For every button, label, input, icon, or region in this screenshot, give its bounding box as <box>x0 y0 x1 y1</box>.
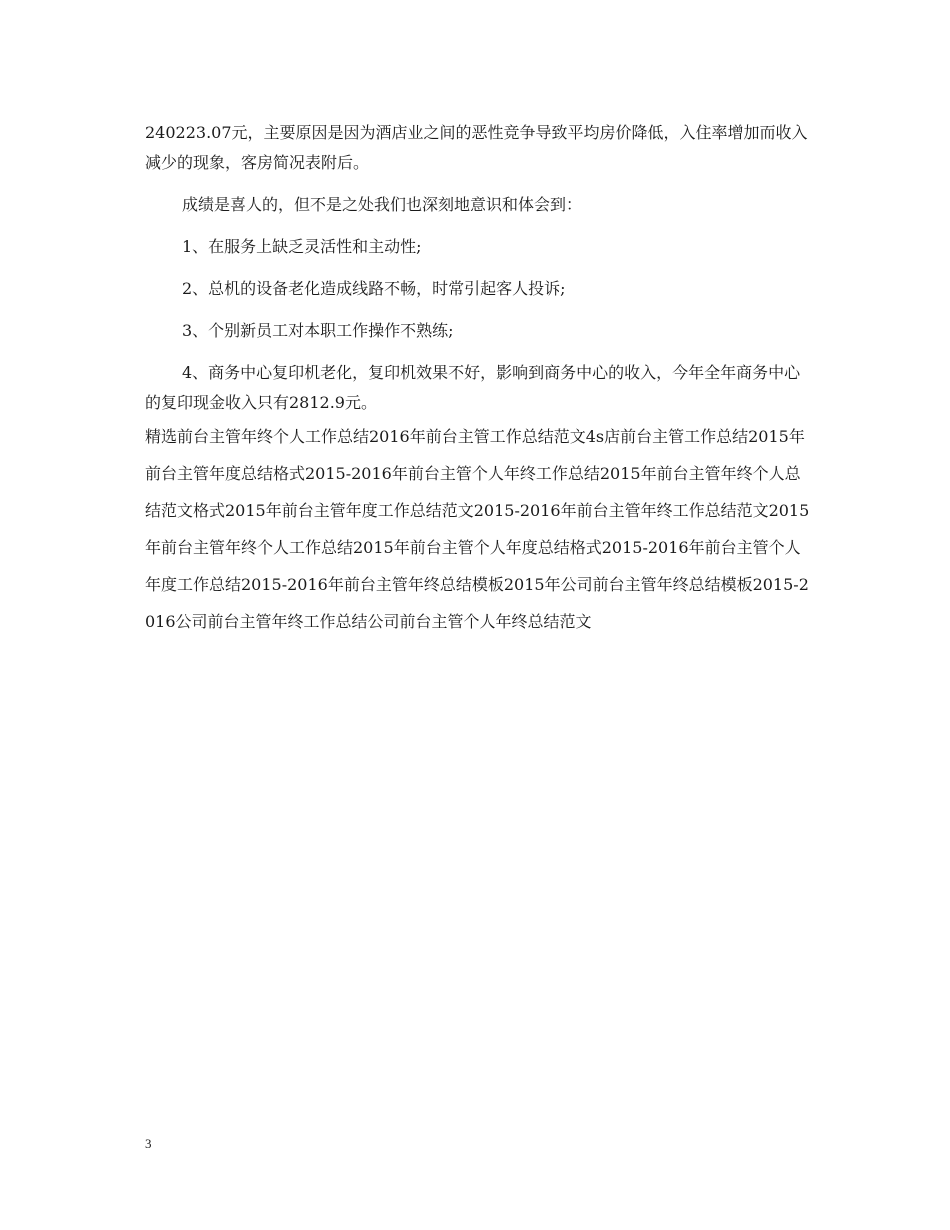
related-articles-text: 精选前台主管年终个人工作总结2016年前台主管工作总结范文4s店前台主管工作总结2015年前台主管年度总结格式2015-2016年前台主管个人年终工作总结2015年前台主管年终个人总结范文格式2015年前台主管年度工作总结范文2015-2016年前台主管年终工作总结范文2015年前台主管年终个人工作总结2015年前台主管个人年度总结格式2015-2016年前台主管个人年度工作总结2015-2016年前台主管年终总结模板2015年公司前台主管年终总结模板2015-2016公司前台主管年终工作总结公司前台主管个人年终总结范文 <box>145 427 810 631</box>
document-body <box>145 118 810 640</box>
page-number: 3 <box>145 1136 152 1151</box>
list-item-switchboard: 2、总机的设备老化造成线路不畅，时常引起客人投诉; <box>182 279 566 298</box>
list-item-new-staff: 3、个别新员工对本职工作操作不熟练; <box>182 321 454 340</box>
list-item-service: 1、在服务上缺乏灵活性和主动性; <box>182 237 422 256</box>
paragraph-shortcomings-intro: 成绩是喜人的，但不是之处我们也深刻地意识和体会到： <box>182 195 583 214</box>
paragraph-revenue: 240223.07元，主要原因是因为酒店业之间的恶性竞争导致平均房价降低，入住率增加而收入减少的现象，客房简况表附后。 <box>145 123 808 172</box>
list-item-business-center: 4、商务中心复印机老化，复印机效果不好，影响到商务中心的收入，今年全年商务中心的复印现金收入只有2812.9元。 <box>145 363 801 412</box>
